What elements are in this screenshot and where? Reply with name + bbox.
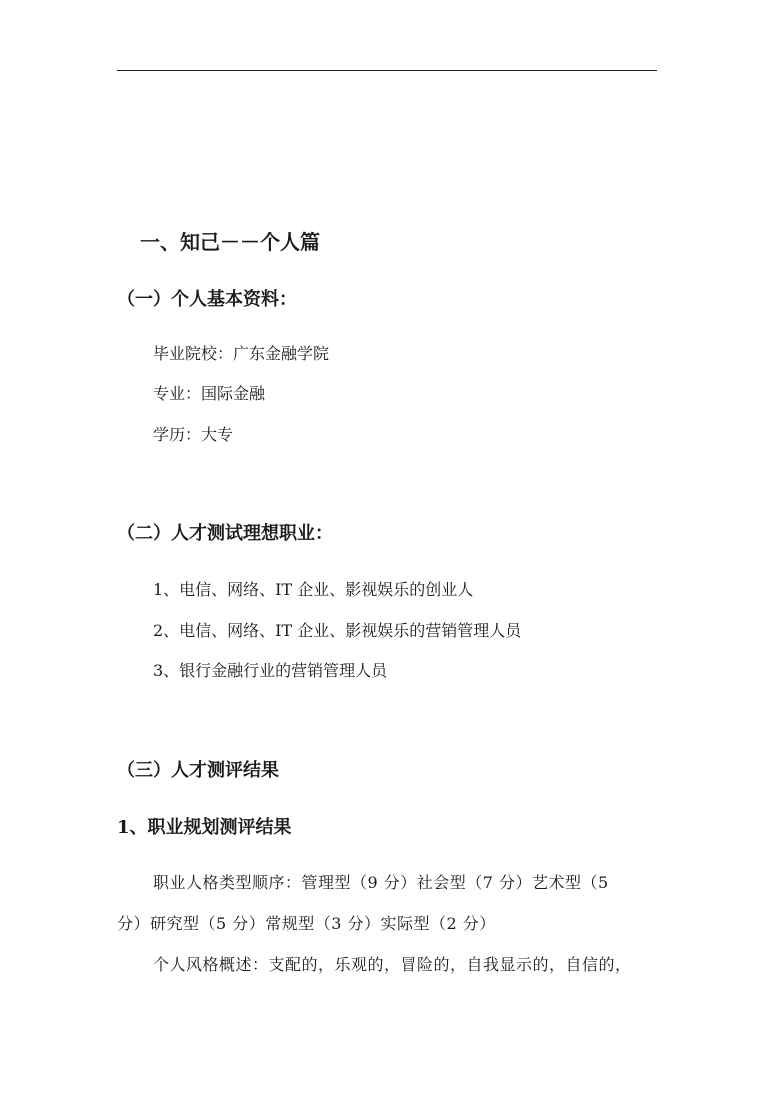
ideal-job-item: 2、电信、网络、IT 企业、影视娱乐的营销管理人员 [153,621,522,640]
education-line: 学历：大专 [153,425,234,444]
school-line: 毕业院校：广东金融学院 [153,344,330,363]
basic-info-heading: （一）个人基本资料： [117,289,297,310]
ideal-job-item: 3、银行金融行业的营销管理人员 [153,661,388,680]
results-heading: （三）人才测评结果 [117,760,279,781]
major-line: 专业：国际金融 [153,384,266,403]
personality-order-line1: 职业人格类型顺序：管理型（9 分）社会型（7 分）艺术型（5 [153,873,609,892]
header-rule [117,70,657,71]
ideal-job-item: 1、电信、网络、IT 企业、影视娱乐的创业人 [153,580,474,599]
ideal-jobs-heading: （二）人才测试理想职业： [117,523,333,544]
section-title: 一、知己－－个人篇 [140,230,320,254]
personality-order-line2: 分）研究型（5 分）常规型（3 分）实际型（2 分） [117,914,496,933]
style-overview-line1: 个人风格概述：支配的，乐观的，冒险的，自我显示的，自信的， [153,955,632,974]
career-results-subheading: 1、职业规划测评结果 [117,817,292,838]
